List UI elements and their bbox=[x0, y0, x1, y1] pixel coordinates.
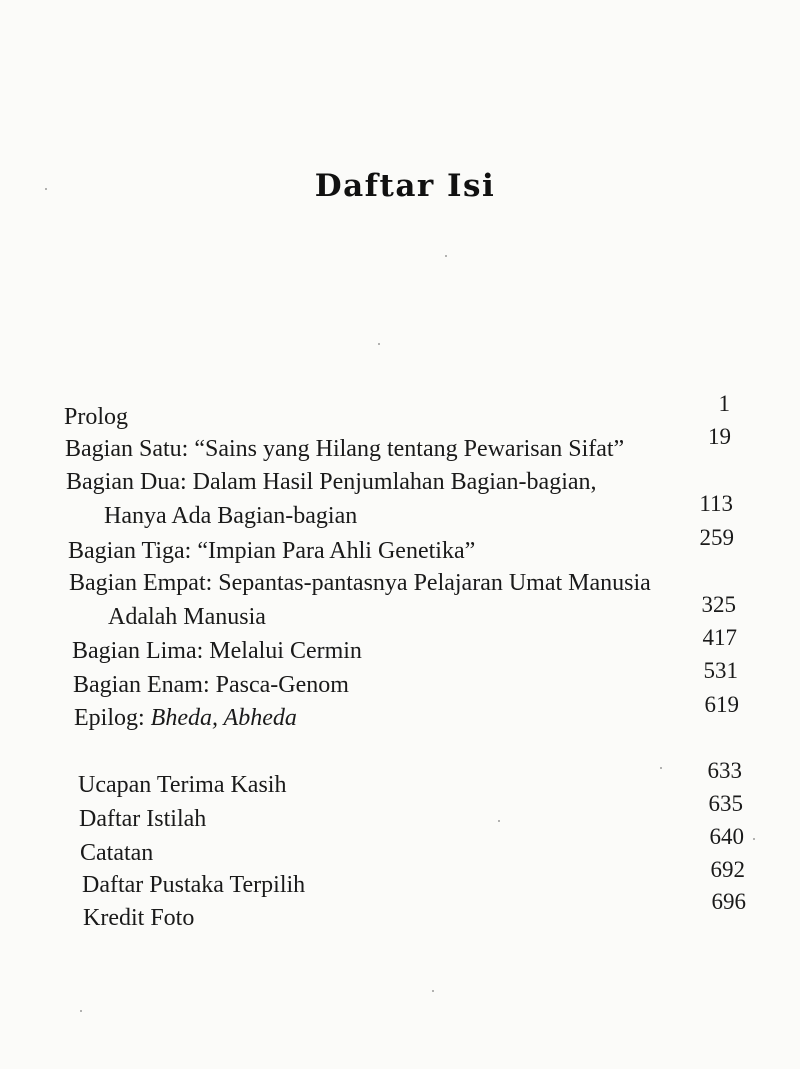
toc-page-epilog: 619 bbox=[704, 692, 739, 717]
scan-speck bbox=[45, 188, 47, 190]
toc-entry-bagian-dua: Bagian Dua: Dalam Hasil Penjumlahan Bagian-bagian, bbox=[66, 469, 597, 495]
scan-speck bbox=[80, 1010, 82, 1012]
toc-entry-catatan: Catatan bbox=[80, 840, 154, 866]
toc-entry-ucapan: Ucapan Terima Kasih bbox=[78, 772, 287, 798]
scan-speck bbox=[378, 343, 380, 345]
toc-entry-istilah: Daftar Istilah bbox=[79, 806, 207, 832]
toc-page-bagian-tiga: 259 bbox=[699, 525, 734, 550]
toc-entry-bagian-dua-cont: Hanya Ada Bagian-bagian bbox=[104, 503, 358, 529]
toc-page-bagian-empat-cont: 325 bbox=[701, 592, 736, 617]
toc-entry-bagian-tiga: Bagian Tiga: “Impian Para Ahli Genetika” bbox=[68, 538, 476, 564]
toc-entry-pustaka: Daftar Pustaka Terpilih bbox=[82, 872, 306, 898]
toc-page-bagian-dua-cont: 113 bbox=[699, 491, 733, 516]
scan-speck bbox=[660, 767, 662, 769]
scan-speck bbox=[498, 820, 500, 822]
page-title: Daftar Isi bbox=[314, 168, 496, 204]
toc-entry-bagian-empat-cont: Adalah Manusia bbox=[108, 604, 266, 630]
toc-page-pustaka: 692 bbox=[710, 857, 745, 882]
toc-entry-bagian-lima: Bagian Lima: Melalui Cermin bbox=[72, 638, 362, 664]
toc-page-prolog: 1 bbox=[718, 391, 730, 416]
epilog-italic-title: Bheda, Abheda bbox=[150, 705, 297, 731]
toc-page-ucapan: 633 bbox=[707, 758, 742, 783]
toc-entry-kredit-foto: Kredit Foto bbox=[83, 905, 195, 931]
toc-entry-prolog: Prolog bbox=[64, 404, 129, 430]
toc-page-bagian-lima: 417 bbox=[702, 625, 737, 650]
scan-speck bbox=[432, 990, 434, 992]
toc-entry-bagian-empat: Bagian Empat: Sepantas-pantasnya Pelajaran Umat Manusia bbox=[69, 570, 651, 596]
epilog-label: Epilog: bbox=[74, 705, 151, 731]
scan-speck bbox=[753, 838, 755, 840]
toc-page-catatan: 640 bbox=[709, 824, 744, 849]
toc-page-istilah: 635 bbox=[708, 791, 743, 816]
toc-entry-bagian-satu: Bagian Satu: “Sains yang Hilang tentang Pewarisan Sifat” bbox=[65, 436, 625, 462]
toc-page-bagian-enam: 531 bbox=[703, 658, 738, 683]
toc-page-kredit-foto: 696 bbox=[711, 889, 746, 914]
toc-page-bagian-satu: 19 bbox=[708, 424, 731, 449]
scan-speck bbox=[445, 255, 447, 257]
toc-entry-epilog bbox=[74, 704, 297, 732]
toc-entry-bagian-enam: Bagian Enam: Pasca-Genom bbox=[73, 672, 349, 698]
